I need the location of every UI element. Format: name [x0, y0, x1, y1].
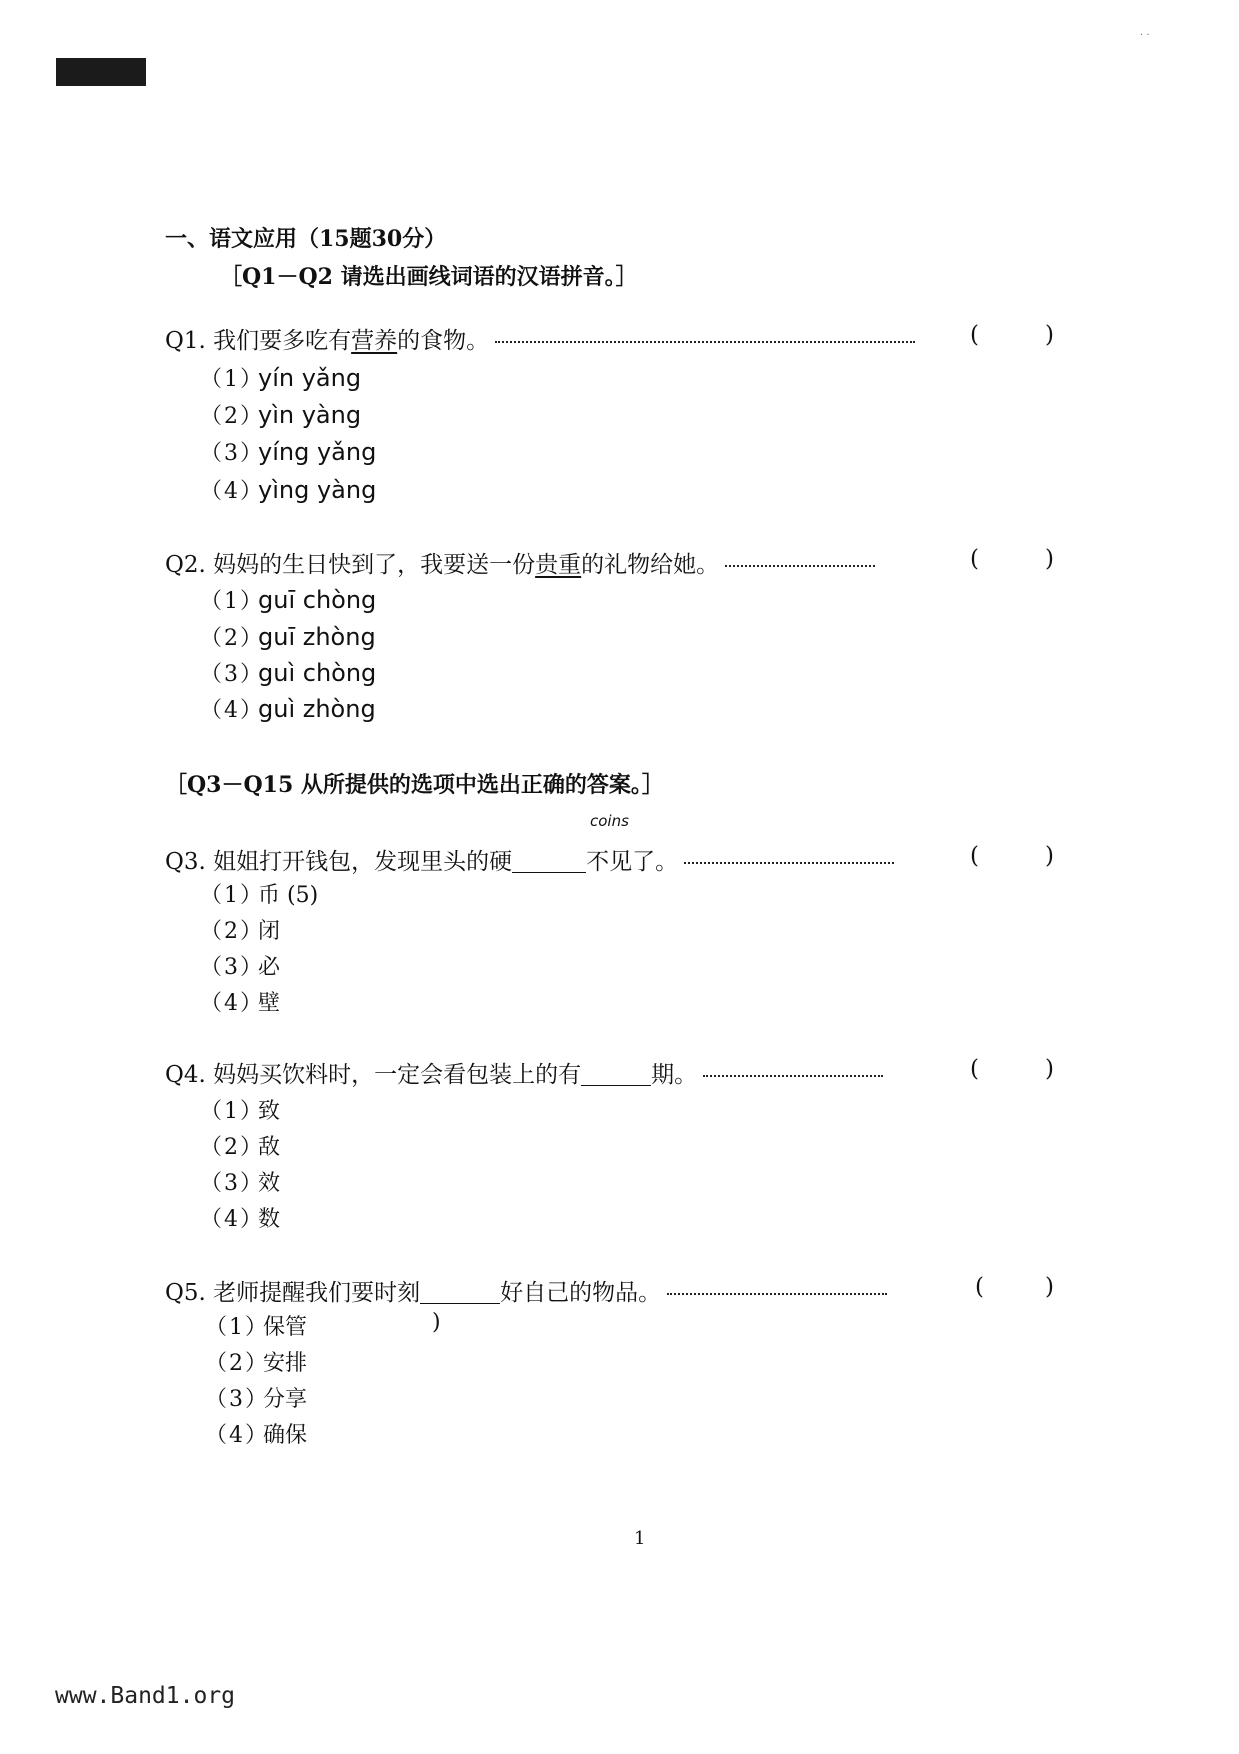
option-number: （2） — [200, 919, 264, 944]
option-number: （1） — [200, 883, 264, 908]
answer-bracket-close: ) — [1045, 546, 1054, 572]
answer-bracket-open: ( — [970, 322, 979, 348]
question-text: 我们要多吃有 — [213, 328, 352, 354]
option-text: 币 (5) — [258, 883, 319, 908]
option-number: （1） — [200, 367, 264, 392]
option-text: guì zhòng — [258, 695, 376, 723]
redaction-block — [56, 58, 146, 86]
option-number: （3） — [200, 1171, 264, 1196]
question-number: Q5. — [165, 1280, 206, 1306]
option-4 — [200, 986, 280, 1017]
option-number: （2） — [200, 404, 264, 429]
option-number: （4） — [200, 1207, 264, 1232]
dot-leader — [684, 862, 894, 864]
option-text: 必 — [258, 955, 281, 980]
answer-blank — [420, 1281, 500, 1304]
option-2 — [200, 1130, 280, 1161]
option-2 — [200, 399, 361, 430]
option-number: （4） — [200, 698, 264, 723]
option-2 — [200, 621, 376, 652]
option-number: （4） — [200, 991, 264, 1016]
question-text: 的礼物给她。 — [581, 552, 720, 578]
question-4 — [165, 1056, 1065, 1089]
question-text: 姐姐打开钱包，发现里头的硬 — [213, 849, 513, 875]
question-number: Q1. — [165, 328, 206, 354]
option-text: guī chòng — [258, 586, 377, 614]
option-3 — [200, 950, 280, 981]
option-3 — [205, 1382, 307, 1413]
handwritten-annotation: coins — [590, 812, 629, 830]
option-2 — [200, 914, 280, 945]
answer-bracket-close: ) — [1045, 1274, 1054, 1300]
question-1 — [165, 322, 1065, 355]
answer-bracket-close: ) — [1045, 1056, 1054, 1082]
option-1 — [200, 1094, 280, 1125]
option-number: （4） — [200, 479, 264, 504]
question-5 — [165, 1274, 1065, 1307]
option-4 — [200, 693, 376, 724]
option-1 — [200, 362, 361, 393]
section-title: 一、语文应用（15题30分） — [165, 226, 447, 252]
question-text: 老师提醒我们要时刻 — [213, 1280, 421, 1306]
dot-leader — [725, 565, 875, 567]
option-number: （4） — [205, 1423, 269, 1448]
question-text: 妈妈的生日快到了，我要送一份 — [213, 552, 536, 578]
dot-leader — [495, 341, 915, 343]
option-text: yìng yàng — [258, 476, 377, 504]
option-3 — [200, 436, 376, 467]
option-2 — [205, 1346, 307, 1377]
option-number: （2） — [200, 1135, 264, 1160]
question-number: Q2. — [165, 552, 206, 578]
underlined-word: 营养 — [351, 328, 398, 354]
option-text: 分享 — [263, 1387, 308, 1412]
option-text: 敌 — [258, 1135, 281, 1160]
option-text: 效 — [258, 1171, 281, 1196]
option-text: 安排 — [263, 1351, 308, 1376]
answer-blank — [581, 1063, 651, 1086]
option-text: 闭 — [258, 919, 281, 944]
option-text: yín yǎng — [258, 364, 362, 392]
option-number: （3） — [200, 662, 264, 687]
dot-leader — [667, 1293, 887, 1295]
answer-bracket-open: ( — [970, 843, 979, 869]
option-3 — [200, 657, 376, 688]
option-number: （3） — [200, 955, 264, 980]
answer-bracket-close: ) — [1045, 322, 1054, 348]
question-text: 妈妈买饮料时，一定会看包装上的有 — [213, 1062, 582, 1088]
option-number: （1） — [205, 1315, 269, 1340]
option-text: 数 — [258, 1207, 281, 1232]
watermark-url: www.Band1.org — [55, 1683, 236, 1709]
underlined-word: 贵重 — [535, 552, 582, 578]
question-number: Q4. — [165, 1062, 206, 1088]
answer-bracket-open: ( — [970, 1056, 979, 1082]
option-text: guì chòng — [258, 659, 377, 687]
question-text: 好自己的物品。 — [500, 1280, 662, 1306]
answer-bracket-close: ) — [1045, 843, 1054, 869]
answer-blank — [512, 850, 586, 873]
instruction-q1-q2: ［Q1－Q2 请选出画线词语的汉语拼音。］ — [220, 264, 638, 290]
question-number: Q3. — [165, 849, 206, 875]
instruction-q3-q15: ［Q3－Q15 从所提供的选项中选出正确的答案。］ — [165, 772, 664, 798]
option-4 — [200, 1202, 280, 1233]
option-number: （3） — [200, 441, 264, 466]
option-text: yíng yǎng — [258, 438, 377, 466]
option-3 — [200, 1166, 280, 1197]
answer-bracket-open: ( — [975, 1274, 984, 1300]
page-number: 1 — [634, 1528, 646, 1549]
question-text: 期。 — [651, 1062, 698, 1088]
option-1 — [205, 1310, 307, 1341]
option-text: guī zhòng — [258, 623, 376, 651]
question-text: 不见了。 — [586, 849, 679, 875]
answer-bracket-open: ( — [970, 546, 979, 572]
option-number: （1） — [200, 589, 264, 614]
option-text: 壁 — [258, 991, 281, 1016]
option-text: 确保 — [263, 1423, 308, 1448]
option-text: 保管 — [263, 1315, 308, 1340]
option-number: （2） — [205, 1351, 269, 1376]
question-text: 的食物。 — [397, 328, 490, 354]
option-number: （1） — [200, 1099, 264, 1124]
question-3 — [165, 843, 1065, 876]
corner-marks: · · — [1140, 30, 1150, 41]
dot-leader — [703, 1075, 883, 1077]
option-4 — [200, 474, 376, 505]
option-number: （2） — [200, 626, 264, 651]
option-text: 致 — [258, 1099, 281, 1124]
option-1 — [200, 584, 376, 615]
question-2 — [165, 546, 1065, 579]
stray-bracket-mark: ) — [432, 1310, 441, 1335]
option-4 — [205, 1418, 307, 1449]
option-number: （3） — [205, 1387, 269, 1412]
option-text: yìn yàng — [258, 401, 362, 429]
option-1 — [200, 878, 318, 909]
